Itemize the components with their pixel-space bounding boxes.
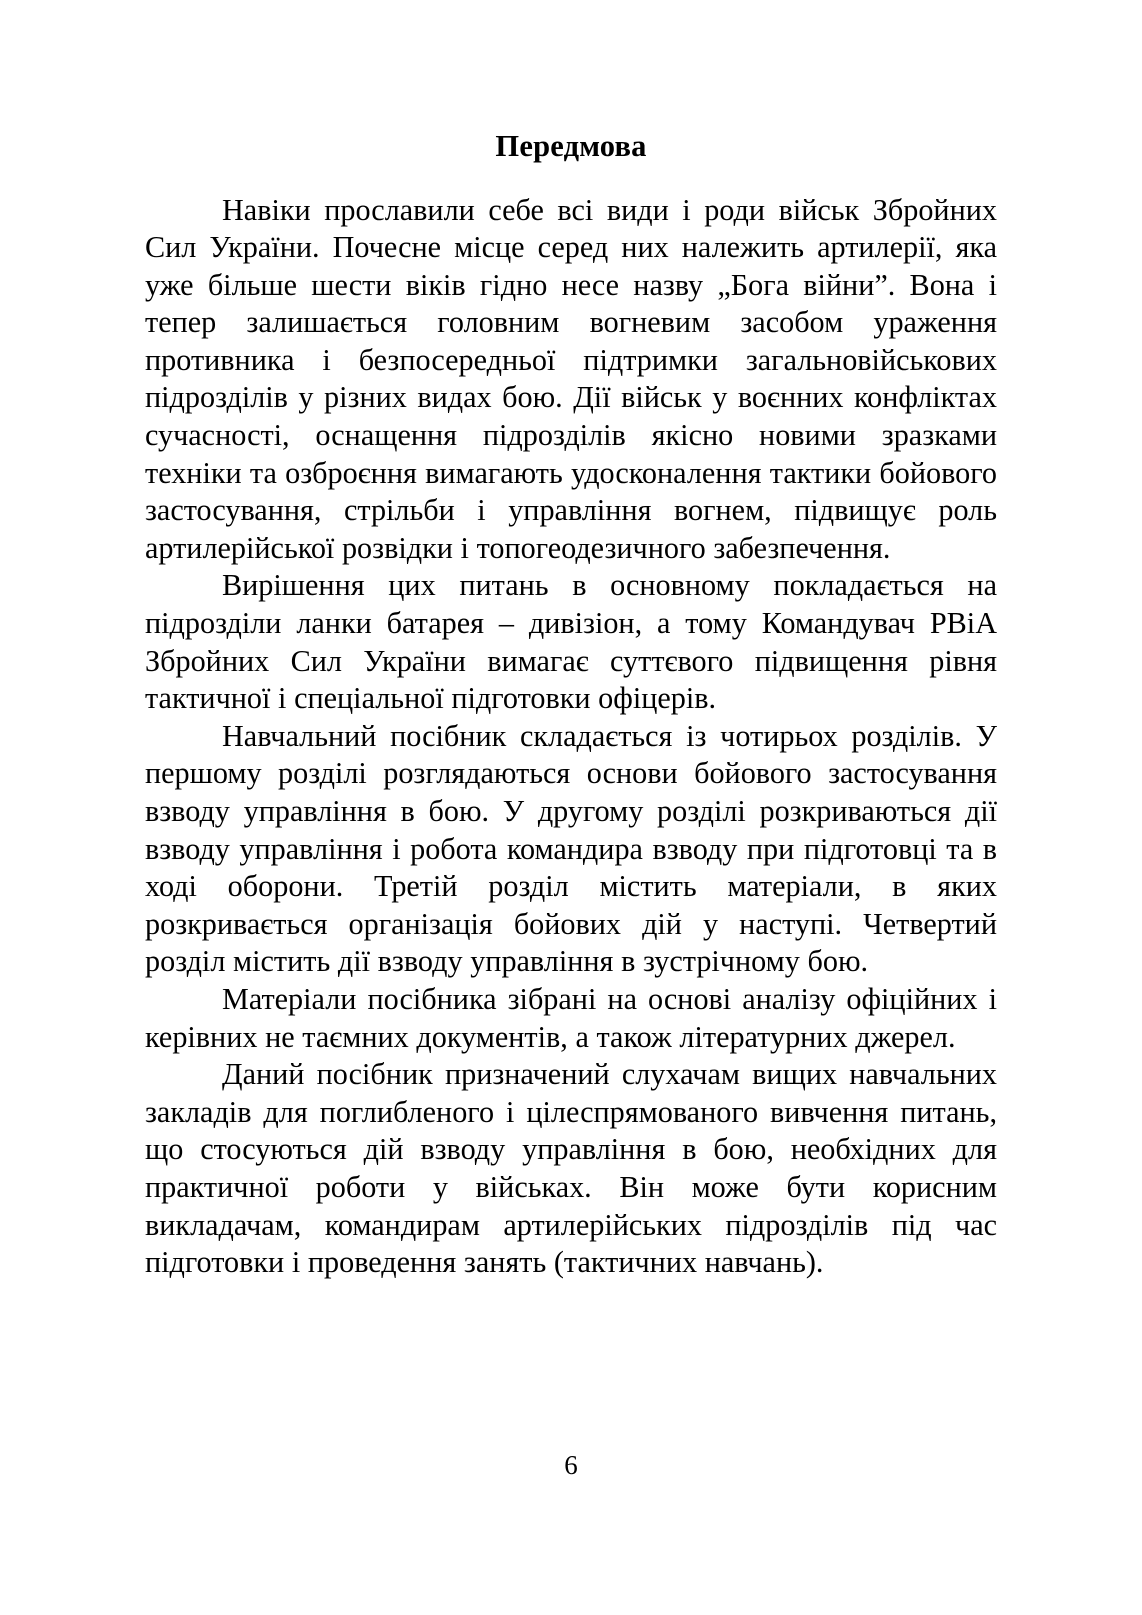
page-title: Передмова — [495, 129, 647, 163]
paragraph: Даний посібник призначений слухачам вищих навчальних закладів для поглибленого і цілеспрямованого вивчення питань, що стосуються дій взводу управління в бою, необхідних для практичної роботи у військах. Він може бути корисним викладачам, командирам артилерійських підрозділів під час підготовки і проведення занять (тактичних навчань). — [145, 1057, 997, 1280]
text-block — [145, 0, 997, 1282]
page-number: 6 — [564, 1450, 578, 1480]
body-copy — [145, 192, 997, 1282]
paragraph: Матеріали посібника зібрані на основі аналізу офіційних і керівних не таємних документів, а також літературних джерел. — [145, 981, 997, 1054]
paragraph: Навчальний посібник складається із чотирьох розділів. У першому розділі розглядаються основи бойового застосування взводу управління в бою. У другому розділі розкриваються дії взводу управління і робота командира взводу при підготовці та в ході оборони. Третій розділ містить матеріали, в яких розкривається організація бойових дій у наступі. Четвертий розділ містить дії взводу управління в зустрічному бою. — [145, 718, 997, 979]
paragraph: Навіки прославили себе всі види і роди військ Збройних Сил України. Почесне місце серед них належить артилерії, яка уже більше шести віків гідно несе назву „Бога війни”. Вона і тепер залишається головним вогневим засобом ураження противника і безпосередньої підтримки загальновійськових підрозділів у різних видах бою. Дії військ у воєнних конфліктах сучасності, оснащення підрозділів якісно новими зразками техніки та озброєння вимагають удосконалення тактики бойового застосування, стрільби і управління вогнем, підвищує роль артилерійської розвідки і топогеодезичного забезпечення. — [145, 192, 997, 565]
paragraph: Вирішення цих питань в основному покладається на підрозділи ланки батарея – дивізіон, а тому Командувач РВіА Збройних Сил України вимагає суттєвого підвищення рівня тактичної і спеціальної підготовки офіцерів. — [145, 568, 997, 716]
